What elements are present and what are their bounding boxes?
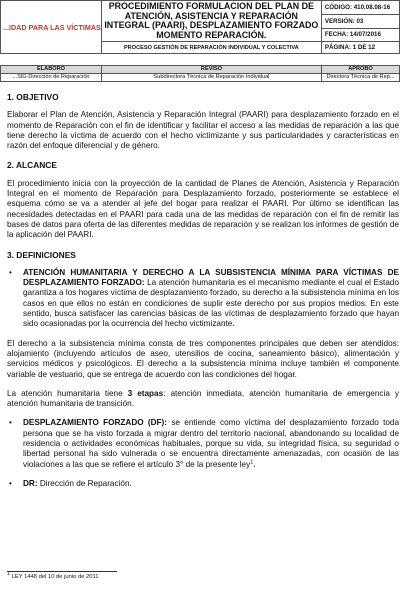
role-value-aprobo: Directora Técnica de Rep... — [322, 74, 400, 82]
process-subtitle: PROCESO GESTIÓN DE REPARACIÓN INDIVIDUAL Y COLECTIVA — [101, 42, 321, 54]
etapas-intro: La atención humanitaria tiene — [7, 388, 128, 398]
page-number: PÁGINA: 1 DE 12 — [321, 42, 399, 54]
document-header — [0, 0, 400, 54]
bullet-icon: • — [9, 267, 12, 277]
logo-cell — [1, 1, 102, 54]
role-value-elaboro: ...SIG Dirección de Reparación — [1, 74, 102, 82]
document-body — [0, 92, 399, 498]
objetivo-paragraph: Elaborar el Plan de Atención, Asistencia y Reparación Integral (PAARI) para desplazamiento forzado en el momento de Reparación con el fin de identificar y facilitar el acceso a las medidas de reparación a las que tiene derecho la víctima de acuerdo con el hecho victimizante y sus particularidades y características en razón del enfoque diferencial y de género. — [7, 110, 399, 151]
alcance-paragraph: El procedimiento inicia con la proyección de la cantidad de Planes de Atención, Asistencia y Reparación Integral en el momento de Reparación para Desplazamiento forzado, posteriormente se establece el esquema cómo se va a atender al jefe del hogar para realizar el PAARI. Por último se identifican las necesidades detectadas en el PAARI para cada una de las medidas de reparación con el fin de remitir las bases de datos para oferta de las diferentes medidas de reparación y se realizan los informes de gestión de la aplicación del PAARI. — [7, 178, 399, 240]
definition-text: se entiende como víctima del desplazamiento forzado toda persona que se ha visto forzada a migrar dentro del territorio nacional, abandonando su localidad de residencia o actividades económicas habituales, porque su vida, su integridad física, su seguridad o libertad personal ha sido vulnerada o se encuentra directamente amenazadas, con ocasión de las violaciones a las que se refiere el artículo 3° de la presente ley — [23, 418, 400, 469]
footnote-divider — [7, 571, 117, 572]
section-heading-alcance: 2. ALCANCE — [7, 160, 57, 171]
definition-atencion-humanitaria — [7, 268, 399, 330]
bullet-icon: • — [9, 478, 12, 488]
document-date: FECHA: 14/07/2016 — [321, 28, 399, 42]
definition-dr — [7, 479, 399, 489]
etapas-paragraph — [7, 389, 399, 410]
document-title: PROCEDIMIENTO FORMULACION DEL PLAN DE ATENCIÓN, ASISTENCIA Y REPARACIÓN INTEGRAL (PAARI), DESPLAZAMIENTO FORZADO MOMENTO REPARACIÓN. — [101, 1, 321, 42]
definition-desplazamiento-forzado — [7, 418, 399, 469]
etapas-count: 3 etapas — [127, 388, 164, 398]
subsistencia-paragraph: El derecho a la subsistencia mínima consta de tres componentes principales que deben ser atendidos: alojamiento (incluyendo artículos de aseo, utensilios de cocina, saneamiento básico), alimentación y servicios médicos y psicológicos. El derecho a la subsistencia mínima incluye también el componente variable de vestuario, que se entrega de acuerdo con las condiciones del hogar. — [7, 338, 399, 379]
document-code: CÓDIGO: 410.08.08-16 — [321, 1, 399, 15]
approval-table — [0, 65, 400, 82]
role-value-reviso: Subdirectora Técnica de Reparación Individual — [102, 74, 322, 82]
definition-term: DR: — [23, 478, 38, 488]
footnote-reference[interactable]: 1 — [250, 458, 254, 465]
section-heading-objetivo: 1. OBJETIVO — [7, 92, 59, 102]
definition-text: Dirección de Reparación. — [37, 478, 132, 488]
section-heading-definiciones: 3. DEFINICIONES — [7, 249, 76, 260]
role-label-elaboro: ELABORÓ — [1, 66, 102, 74]
footnote — [7, 571, 99, 580]
definition-text: La atención humanitaria es el mecanismo mediante el cual el Estado garantiza a los hogares víctima de desplazamiento forzado, su derecho a la subsistencia mínima en los casos en que ellos no están en condiciones de suplir este derecho por sus propios medios. En este sentido, busca satisfacer las carencias básicas de las víctimas de desplazamiento forzado que hayan sido ocasionadas por la ocurrencia del hecho victimizante. — [23, 278, 399, 329]
bullet-icon: • — [9, 418, 12, 428]
organization-logo: ...IDAD PARA LAS VÍCTIMAS — [3, 22, 101, 32]
definition-term: DESPLAZAMIENTO FORZADO (DF): — [23, 418, 168, 428]
definition-term: ATENCIÓN HUMANITARIA Y DERECHO A LA SUBSISTENCIA MÍNIMA PARA VÍCTIMAS DE DESPLAZAMIENTO FORZADO: — [23, 267, 399, 288]
document-version: VERSIÓN: 03 — [321, 14, 399, 28]
etapas-list: : atención inmediata, atención humanitaria de emergencia y atención humanitaria de transición. — [7, 388, 399, 409]
footnote-mark: 1 — [7, 571, 11, 578]
role-label-reviso: REVISÓ — [102, 66, 322, 74]
role-label-aprobo: APROBÓ — [322, 66, 400, 74]
footnote-text: LEY 1448 del 10 de junio de 2011 — [10, 574, 99, 580]
definition-end: . — [253, 459, 256, 469]
